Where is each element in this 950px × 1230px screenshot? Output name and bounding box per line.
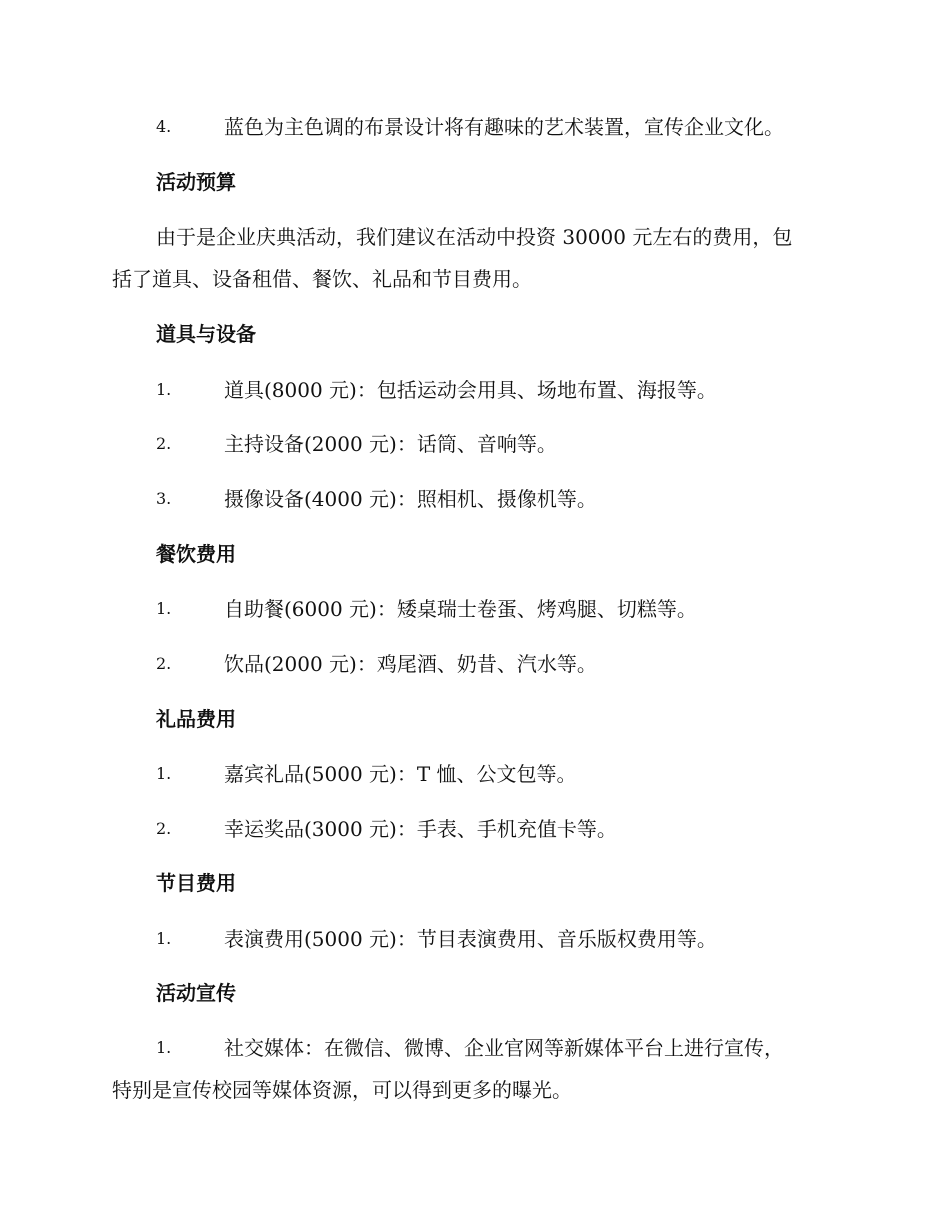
list-number: 2.	[156, 819, 172, 838]
list-number: 1.	[156, 599, 172, 618]
list-item-text: 嘉宾礼品(5000 元)：T 恤、公文包等。	[224, 762, 577, 786]
list-item-text: 道具(8000 元)：包括运动会用具、场地布置、海报等。	[224, 378, 717, 402]
list-item-text: 自助餐(6000 元)：矮桌瑞士卷蛋、烤鸡腿、切糕等。	[224, 597, 697, 621]
list-number: 2.	[156, 434, 172, 453]
list-number: 1.	[156, 929, 172, 948]
section-heading-gifts: 礼品费用	[156, 707, 236, 731]
budget-paragraph-line2: 括了道具、设备租借、餐饮、礼品和节目费用。	[112, 267, 532, 291]
list-number: 1.	[156, 764, 172, 783]
budget-paragraph-line1: 由于是企业庆典活动，我们建议在活动中投资 30000 元左右的费用，包	[156, 225, 793, 249]
list-number: 3.	[156, 489, 172, 508]
list-item-text: 社交媒体：在微信、微博、企业官网等新媒体平台上进行宣传，	[224, 1036, 784, 1060]
section-heading-props: 道具与设备	[156, 322, 256, 346]
list-number: 4.	[156, 117, 172, 136]
list-item-continuation: 特别是宣传校园等媒体资源，可以得到更多的曝光。	[112, 1078, 572, 1102]
list-item-text: 主持设备(2000 元)：话筒、音响等。	[224, 432, 557, 456]
section-heading-budget: 活动预算	[156, 170, 236, 194]
list-item-text: 摄像设备(4000 元)：照相机、摄像机等。	[224, 487, 597, 511]
section-heading-promo: 活动宣传	[156, 981, 236, 1005]
section-heading-catering: 餐饮费用	[156, 542, 236, 566]
list-item-text: 蓝色为主色调的布景设计将有趣味的艺术装置，宣传企业文化。	[224, 115, 784, 139]
list-item-text: 饮品(2000 元)：鸡尾酒、奶昔、汽水等。	[224, 652, 597, 676]
list-item-text: 幸运奖品(3000 元)：手表、手机充值卡等。	[224, 817, 617, 841]
list-number: 2.	[156, 654, 172, 673]
list-number: 1.	[156, 1038, 172, 1057]
list-number: 1.	[156, 380, 172, 399]
section-heading-program: 节目费用	[156, 871, 236, 895]
list-item-text: 表演费用(5000 元)：节目表演费用、音乐版权费用等。	[224, 927, 717, 951]
